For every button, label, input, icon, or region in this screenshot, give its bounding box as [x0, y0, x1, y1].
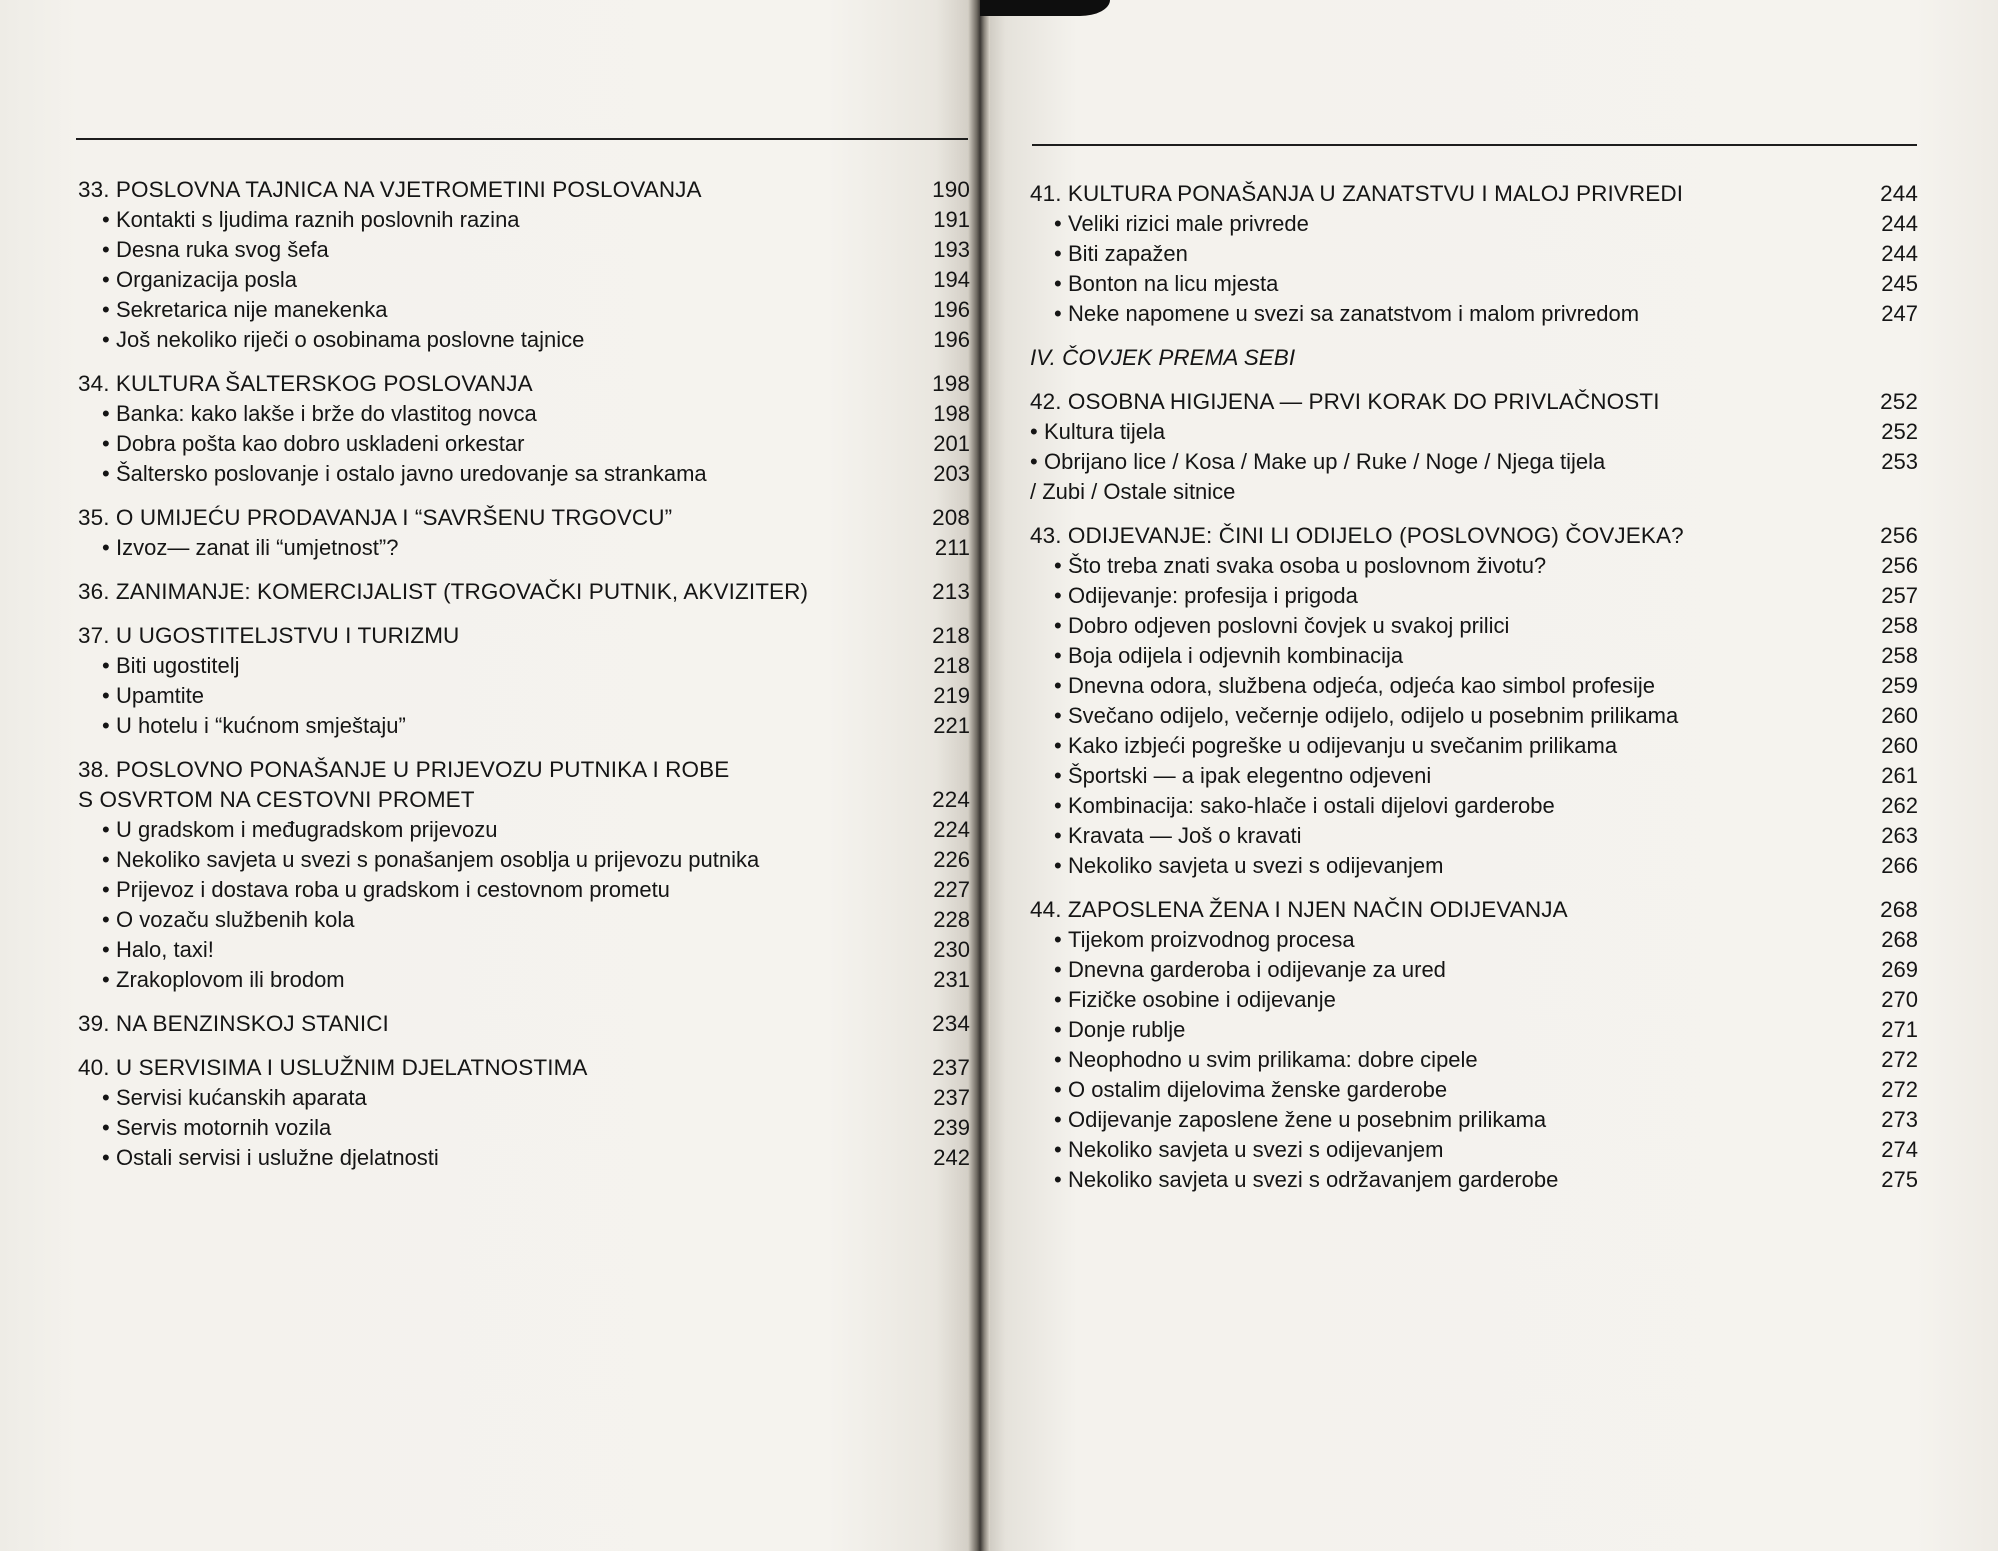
bullet-icon: •	[1054, 987, 1062, 1012]
page-number: 258	[1881, 613, 1918, 638]
entry-label: Dobro odjeven poslovni čovjek u svakoj prilici	[1068, 613, 1510, 638]
page-number: 228	[933, 907, 970, 932]
toc-chapter-36	[78, 577, 970, 607]
chapter-title: 43. ODIJEVANJE: ČINI LI ODIJELO (POSLOVNOG) ČOVJEKA?	[1030, 523, 1684, 548]
entry-label: Dnevna garderoba i odijevanje za ured	[1068, 957, 1446, 982]
bullet-icon: •	[102, 327, 110, 352]
page-number: 196	[933, 327, 970, 352]
page-number: 269	[1881, 957, 1918, 982]
entry-label: Izvoz— zanat ili “umjetnost”?	[116, 535, 399, 560]
bullet-icon: •	[102, 461, 110, 486]
page-number: 190	[932, 177, 970, 202]
page-number: 256	[1881, 553, 1918, 578]
toc-entry[interactable]	[1030, 1105, 1918, 1135]
page-number: 244	[1881, 241, 1918, 266]
toc-entry[interactable]	[1030, 821, 1918, 851]
entry-label: Servisi kućanskih aparata	[116, 1085, 367, 1110]
page-number: 252	[1881, 419, 1918, 444]
bullet-icon: •	[1054, 763, 1062, 788]
chapter-title: 38. POSLOVNO PONAŠANJE U PRIJEVOZU PUTNIKA I ROBE	[78, 757, 730, 782]
page-number: 219	[933, 683, 970, 708]
bullet-icon: •	[1030, 419, 1038, 444]
entry-label: Neke napomene u svezi sa zanatstvom i malom privredom	[1068, 301, 1640, 326]
entry-label: U gradskom i međugradskom prijevozu	[116, 817, 498, 842]
bullet-icon: •	[1054, 301, 1062, 326]
page-number: 193	[933, 237, 970, 262]
toc-chapter-37	[78, 621, 970, 741]
bullet-icon: •	[1054, 673, 1062, 698]
bullet-icon: •	[102, 1145, 110, 1170]
bullet-icon: •	[1054, 957, 1062, 982]
toc-entry[interactable]	[1030, 581, 1918, 611]
toc-entry[interactable]	[78, 905, 970, 935]
entry-label: Dnevna odora, službena odjeća, odjeća kao simbol profesije	[1068, 673, 1656, 698]
entry-label: Bonton na licu mjesta	[1068, 271, 1279, 296]
page-number: 208	[932, 505, 970, 530]
top-shadow	[980, 0, 1110, 16]
chapter-heading[interactable]	[78, 621, 970, 651]
toc-chapter-42	[1030, 387, 1918, 507]
page-number: 253	[1881, 449, 1918, 474]
toc-entry[interactable]	[1030, 1075, 1918, 1105]
entry-label: Kako izbjeći pogreške u odijevanju u svečanim prilikama	[1068, 733, 1618, 758]
toc-entry[interactable]	[78, 651, 970, 681]
page-number: 258	[1881, 643, 1918, 668]
chapter-heading[interactable]	[1030, 895, 1918, 925]
bullet-icon: •	[1054, 613, 1062, 638]
toc-entry[interactable]	[78, 935, 970, 965]
chapter-heading-continued[interactable]	[78, 785, 970, 815]
page-number: 242	[933, 1145, 970, 1170]
page-number: 266	[1881, 853, 1918, 878]
page-number: 224	[933, 817, 970, 842]
toc-entry-continued	[1030, 477, 1918, 507]
toc-chapter-39	[78, 1009, 970, 1039]
bullet-icon: •	[102, 431, 110, 456]
toc-entry[interactable]	[78, 965, 970, 995]
page-number: 274	[1881, 1137, 1918, 1162]
bullet-icon: •	[102, 653, 110, 678]
bullet-icon: •	[1054, 823, 1062, 848]
entry-label: Kombinacija: sako-hlače i ostali dijelovi garderobe	[1068, 793, 1555, 818]
page-number: 275	[1881, 1167, 1918, 1192]
toc-entry[interactable]	[78, 459, 970, 489]
bullet-icon: •	[1054, 643, 1062, 668]
toc-entry[interactable]	[78, 1143, 970, 1173]
toc-entry[interactable]	[78, 265, 970, 295]
toc-entry[interactable]	[78, 429, 970, 459]
bullet-icon: •	[1054, 583, 1062, 608]
bullet-icon: •	[1054, 1077, 1062, 1102]
toc-entry[interactable]	[1030, 239, 1918, 269]
entry-label: Halo, taxi!	[116, 937, 214, 962]
page-number: 221	[933, 713, 970, 738]
toc-entry[interactable]	[78, 533, 970, 563]
bullet-icon: •	[102, 267, 110, 292]
entry-label: Biti zapažen	[1068, 241, 1188, 266]
toc-entry[interactable]	[1030, 551, 1918, 581]
toc-entry[interactable]	[1030, 791, 1918, 821]
page-number: 226	[933, 847, 970, 872]
page-number: 239	[933, 1115, 970, 1140]
bullet-icon: •	[102, 713, 110, 738]
bullet-icon: •	[1054, 241, 1062, 266]
right-toc-column	[1030, 179, 1918, 1209]
toc-entry[interactable]	[78, 295, 970, 325]
page-number: 247	[1881, 301, 1918, 326]
toc-chapter-34	[78, 369, 970, 489]
entry-label: Upamtite	[116, 683, 205, 708]
toc-entry[interactable]	[78, 815, 970, 845]
page-number: 203	[933, 461, 970, 486]
chapter-heading[interactable]	[78, 577, 970, 607]
chapter-heading[interactable]	[1030, 387, 1918, 417]
toc-entry[interactable]	[1030, 641, 1918, 671]
page-number: 198	[933, 401, 970, 426]
page-number: 213	[932, 579, 970, 604]
chapter-title: 37. U UGOSTITELJSTVU I TURIZMU	[78, 623, 460, 648]
page-number: 270	[1881, 987, 1918, 1012]
bullet-icon: •	[102, 535, 110, 560]
bullet-icon: •	[102, 847, 110, 872]
bullet-icon: •	[102, 297, 110, 322]
bullet-icon: •	[1054, 1137, 1062, 1162]
page-number: 198	[932, 371, 970, 396]
entry-label: Svečano odijelo, večernje odijelo, odijelo u posebnim prilikama	[1068, 703, 1679, 728]
entry-label: Donje rublje	[1068, 1017, 1186, 1042]
entry-label: Zrakoplovom ili brodom	[116, 967, 345, 992]
toc-entry[interactable]	[78, 711, 970, 741]
entry-label: Prijevoz i dostava roba u gradskom i cestovnom prometu	[116, 877, 670, 902]
left-header-rule	[76, 138, 968, 140]
chapter-heading[interactable]	[78, 755, 970, 785]
toc-entry[interactable]	[1030, 417, 1918, 447]
bullet-icon: •	[1054, 927, 1062, 952]
page-number: 252	[1880, 389, 1918, 414]
entry-label: Tijekom proizvodnog procesa	[1068, 927, 1355, 952]
page-number: 244	[1880, 181, 1918, 206]
toc-chapter-40	[78, 1053, 970, 1173]
toc-chapter-44	[1030, 895, 1918, 1195]
entry-label: Fizičke osobine i odijevanje	[1068, 987, 1336, 1012]
toc-entry[interactable]	[1030, 731, 1918, 761]
entry-label: Banka: kako lakše i brže do vlastitog novca	[116, 401, 537, 426]
toc-entry[interactable]	[1030, 851, 1918, 881]
page-number: 218	[932, 623, 970, 648]
page-number: 261	[1881, 763, 1918, 788]
page-number: 224	[932, 787, 970, 812]
page-number: 191	[933, 207, 970, 232]
page-number: 227	[933, 877, 970, 902]
toc-entry[interactable]	[1030, 447, 1918, 477]
entry-label: / Zubi / Ostale sitnice	[1030, 479, 1236, 504]
entry-label: Još nekoliko riječi o osobinama poslovne tajnice	[116, 327, 585, 352]
bullet-icon: •	[1054, 853, 1062, 878]
bullet-icon: •	[102, 401, 110, 426]
toc-entry[interactable]	[1030, 761, 1918, 791]
chapter-title: 33. POSLOVNA TAJNICA NA VJETROMETINI POSLOVANJA	[78, 177, 702, 202]
toc-entry[interactable]	[78, 325, 970, 355]
chapter-title: 35. O UMIJEĆU PRODAVANJA I “SAVRŠENU TRGOVCU”	[78, 505, 673, 530]
toc-chapter-41	[1030, 179, 1918, 329]
toc-entry[interactable]	[78, 235, 970, 265]
entry-label: Što treba znati svaka osoba u poslovnom životu?	[1068, 553, 1547, 578]
page-number: 230	[933, 937, 970, 962]
left-toc-column	[78, 175, 970, 1187]
chapter-heading[interactable]	[78, 1009, 970, 1039]
page-number: 237	[932, 1055, 970, 1080]
toc-entry[interactable]	[78, 399, 970, 429]
page-number: 237	[933, 1085, 970, 1110]
toc-entry[interactable]	[1030, 671, 1918, 701]
entry-label: Organizacija posla	[116, 267, 297, 292]
entry-label: Šaltersko poslovanje i ostalo javno uredovanje sa strankama	[116, 461, 707, 486]
page-number: 268	[1881, 927, 1918, 952]
chapter-title: 39. NA BENZINSKOJ STANICI	[78, 1011, 389, 1036]
bullet-icon: •	[102, 683, 110, 708]
toc-entry[interactable]	[1030, 1165, 1918, 1195]
toc-entry[interactable]	[1030, 1045, 1918, 1075]
page-number: 268	[1880, 897, 1918, 922]
entry-label: Desna ruka svog šefa	[116, 237, 329, 262]
bullet-icon: •	[1054, 733, 1062, 758]
bullet-icon: •	[1054, 271, 1062, 296]
entry-label: U hotelu i “kućnom smještaju”	[116, 713, 406, 738]
entry-label: Ostali servisi i uslužne djelatnosti	[116, 1145, 439, 1170]
page-number: 260	[1881, 703, 1918, 728]
entry-label: Nekoliko savjeta u svezi s odijevanjem	[1068, 1137, 1444, 1162]
entry-label: Neophodno u svim prilikama: dobre cipele	[1068, 1047, 1478, 1072]
toc-entry[interactable]	[1030, 299, 1918, 329]
page-number: 234	[932, 1011, 970, 1036]
page-number: 194	[933, 267, 970, 292]
toc-entry[interactable]	[78, 205, 970, 235]
toc-entry[interactable]	[1030, 955, 1918, 985]
book-gutter	[968, 0, 990, 1551]
bullet-icon: •	[102, 877, 110, 902]
chapter-title: 34. KULTURA ŠALTERSKOG POSLOVANJA	[78, 371, 533, 396]
toc-entry[interactable]	[78, 845, 970, 875]
chapter-heading[interactable]	[1030, 521, 1918, 551]
bullet-icon: •	[1054, 1017, 1062, 1042]
entry-label: Veliki rizici male privrede	[1068, 211, 1309, 236]
bullet-icon: •	[1054, 703, 1062, 728]
entry-label: Odijevanje zaposlene žene u posebnim prilikama	[1068, 1107, 1547, 1132]
chapter-heading[interactable]	[78, 175, 970, 205]
page-number: 201	[933, 431, 970, 456]
entry-label: Servis motornih vozila	[116, 1115, 332, 1140]
bullet-icon: •	[102, 1085, 110, 1110]
entry-label: Športski — a ipak elegentno odjeveni	[1068, 763, 1432, 788]
chapter-heading[interactable]	[78, 369, 970, 399]
entry-label: Biti ugostitelj	[116, 653, 240, 678]
bullet-icon: •	[1054, 553, 1062, 578]
bullet-icon: •	[102, 817, 110, 842]
bullet-icon: •	[102, 907, 110, 932]
page-number: 257	[1881, 583, 1918, 608]
page-number: 263	[1881, 823, 1918, 848]
bullet-icon: •	[1054, 1047, 1062, 1072]
entry-label: O ostalim dijelovima ženske garderobe	[1068, 1077, 1448, 1102]
chapter-heading[interactable]	[1030, 179, 1918, 209]
entry-label: O vozaču službenih kola	[116, 907, 355, 932]
entry-label: Kontakti s ljudima raznih poslovnih razina	[116, 207, 520, 232]
toc-entry[interactable]	[1030, 269, 1918, 299]
bullet-icon: •	[1030, 449, 1038, 474]
chapter-title: 44. ZAPOSLENA ŽENA I NJEN NAČIN ODIJEVANJA	[1030, 897, 1568, 922]
bullet-icon: •	[102, 237, 110, 262]
toc-entry[interactable]	[78, 875, 970, 905]
entry-label: Nekoliko savjeta u svezi s ponašanjem osoblja u prijevozu putnika	[116, 847, 760, 872]
bullet-icon: •	[102, 967, 110, 992]
right-header-rule	[1032, 144, 1917, 146]
page-number: 259	[1881, 673, 1918, 698]
entry-label: Obrijano lice / Kosa / Make up / Ruke / Noge / Njega tijela	[1044, 449, 1606, 474]
toc-entry[interactable]	[78, 1083, 970, 1113]
toc-entry[interactable]	[1030, 985, 1918, 1015]
page-number: 231	[933, 967, 970, 992]
bullet-icon: •	[102, 207, 110, 232]
toc-entry[interactable]	[78, 681, 970, 711]
entry-label: Odijevanje: profesija i prigoda	[1068, 583, 1358, 608]
chapter-title: 40. U SERVISIMA I USLUŽNIM DJELATNOSTIMA	[78, 1055, 588, 1080]
page-number: 262	[1881, 793, 1918, 818]
chapter-heading[interactable]	[78, 503, 970, 533]
entry-label: Boja odijela i odjevnih kombinacija	[1068, 643, 1404, 668]
bullet-icon: •	[102, 937, 110, 962]
entry-label: Sekretarica nije manekenka	[116, 297, 388, 322]
entry-label: Kravata — Još o kravati	[1068, 823, 1302, 848]
toc-entry[interactable]	[1030, 701, 1918, 731]
page-number: 273	[1881, 1107, 1918, 1132]
toc-entry[interactable]	[78, 1113, 970, 1143]
page-number: 260	[1881, 733, 1918, 758]
part-heading[interactable]: IV. ČOVJEK PREMA SEBI	[1030, 345, 1296, 370]
chapter-title: 41. KULTURA PONAŠANJA U ZANATSTVU I MALOJ PRIVREDI	[1030, 181, 1684, 206]
page-number: 245	[1881, 271, 1918, 296]
toc-entry[interactable]	[1030, 209, 1918, 239]
entry-label: Nekoliko savjeta u svezi s održavanjem garderobe	[1068, 1167, 1559, 1192]
toc-chapter-43	[1030, 521, 1918, 881]
toc-chapter-38	[78, 755, 970, 995]
entry-label: Kultura tijela	[1044, 419, 1166, 444]
chapter-title-line2: S OSVRTOM NA CESTOVNI PROMET	[78, 787, 475, 812]
page-number: 244	[1881, 211, 1918, 236]
chapter-heading[interactable]	[78, 1053, 970, 1083]
chapter-title: 42. OSOBNA HIGIJENA — PRVI KORAK DO PRIVLAČNOSTI	[1030, 389, 1660, 414]
toc-chapter-33	[78, 175, 970, 355]
page-number: 256	[1880, 523, 1918, 548]
bullet-icon: •	[102, 1115, 110, 1140]
toc-entry[interactable]	[1030, 611, 1918, 641]
toc-chapter-35	[78, 503, 970, 563]
bullet-icon: •	[1054, 1107, 1062, 1132]
bullet-icon: •	[1054, 211, 1062, 236]
bullet-icon: •	[1054, 1167, 1062, 1192]
page-number: 218	[933, 653, 970, 678]
entry-label: Dobra pošta kao dobro uskladeni orkestar	[116, 431, 525, 456]
toc-entry[interactable]	[1030, 1135, 1918, 1165]
toc-entry[interactable]	[1030, 1015, 1918, 1045]
chapter-title: 36. ZANIMANJE: KOMERCIJALIST (TRGOVAČKI PUTNIK, AKVIZITER)	[78, 579, 809, 604]
page-number: 272	[1881, 1077, 1918, 1102]
toc-entry[interactable]	[1030, 925, 1918, 955]
bullet-icon: •	[1054, 793, 1062, 818]
page-number: 271	[1881, 1017, 1918, 1042]
entry-label: Nekoliko savjeta u svezi s odijevanjem	[1068, 853, 1444, 878]
page-number: 211	[934, 535, 970, 560]
page-number: 196	[933, 297, 970, 322]
page-number: 272	[1881, 1047, 1918, 1072]
